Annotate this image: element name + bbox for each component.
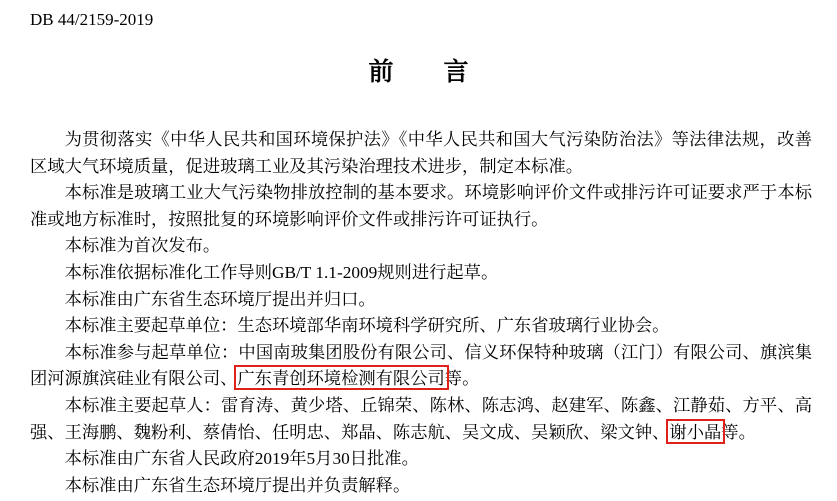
paragraph-main-units: 本标准主要起草单位：生态环境部华南环境科学研究所、广东省玻璃行业协会。 bbox=[64, 316, 670, 336]
paragraph-participating-units bbox=[30, 340, 812, 393]
foreword-body bbox=[30, 127, 812, 499]
participating-units-text-before: 本标准参与起草单位：中国南玻集团股份有限公司、信义环保特种玻璃（江门）有限公司、旗滨集团河源旗滨硅业有限公司、 bbox=[30, 342, 812, 389]
highlight-company-box: 广东青创环境检测有限公司 bbox=[237, 369, 445, 389]
paragraph-drafters bbox=[30, 393, 812, 446]
paragraph-proposed-by: 本标准由广东省生态环境厅提出并归口。 bbox=[64, 289, 376, 309]
drafters-text-after: 等。 bbox=[721, 422, 756, 442]
participating-units-text-after: 等。 bbox=[444, 369, 480, 389]
paragraph-first-issue: 本标准为首次发布。 bbox=[64, 236, 221, 256]
paragraph-requirement: 本标准是玻璃工业大气污染物排放控制的基本要求。环境影响评价文件或排污许可证要求严于本标准或地方标准时，按照批复的环境影响评价文件或排污许可证执行。 bbox=[30, 183, 812, 229]
paragraph-drafting-rule: 本标准依据标准化工作导则GB/T 1.1-2009规则进行起草。 bbox=[64, 262, 499, 282]
highlight-drafter-box: 谢小晶 bbox=[669, 422, 722, 442]
drafters-text-before: 本标准主要起草人：雷育涛、黄少塔、丘锦荣、陈林、陈志鸿、赵建军、陈鑫、江静茹、方平、高强、王海鹏、魏粉利、蔡倩怡、任明忠、郑晶、陈志航、吴文成、吴颖欣、梁文钟、 bbox=[30, 395, 812, 442]
paragraph-approved: 本标准由广东省人民政府2019年5月30日批准。 bbox=[64, 449, 419, 469]
doc-number: DB 44/2159-2019 bbox=[30, 10, 154, 29]
paragraph-purpose: 为贯彻落实《中华人民共和国环境保护法》《中华人民共和国大气污染防治法》等法律法规，改善区域大气环境质量，促进玻璃工业及其污染治理技术进步，制定本标准。 bbox=[30, 130, 812, 176]
paragraph-interpretation: 本标准由广东省生态环境厅提出并负责解释。 bbox=[64, 475, 411, 495]
page-title: 前 言 bbox=[368, 59, 469, 86]
